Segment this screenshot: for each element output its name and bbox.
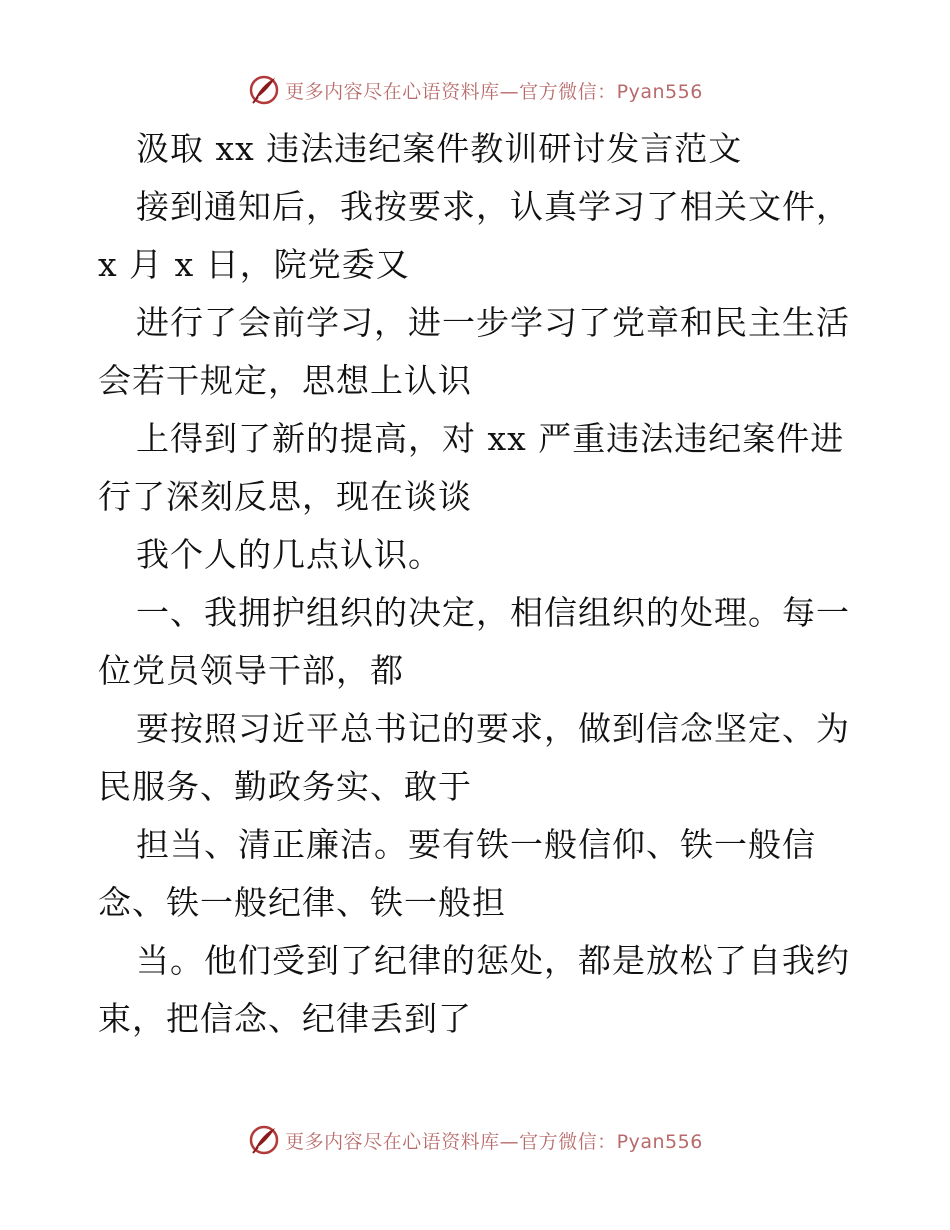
- text-line: 上得到了新的提高，对 xx 严重违法违纪案件进: [136, 419, 845, 458]
- text-line: x 月 x 日，院党委又: [98, 245, 410, 284]
- text-line: 当。他们受到了纪律的惩处，都是放松了自我约: [136, 941, 850, 980]
- text-line: 念、铁一般纪律、铁一般担: [98, 883, 506, 922]
- text-line: 接到通知后，我按要求，认真学习了相关文件，: [136, 187, 850, 226]
- text-line: 会若干规定，思想上认识: [98, 361, 472, 400]
- text-line: 要按照习近平总书记的要求，做到信念坚定、为: [136, 709, 850, 748]
- banner-text: 更多内容尽在心语资料库—官方微信：Pyan556: [285, 1130, 703, 1153]
- quill-pen-logo-icon: [247, 73, 281, 107]
- header-banner: [0, 70, 950, 110]
- text-line: 民服务、勤政务实、敢于: [98, 767, 472, 806]
- text-line: 位党员领导干部，都: [98, 651, 404, 690]
- document-title: 汲取 xx 违法违纪案件教训研讨发言范文: [136, 129, 743, 168]
- footer-banner: [0, 1120, 950, 1160]
- text-line: 一、我拥护组织的决定，相信组织的处理。每一: [136, 593, 850, 632]
- text-line: 我个人的几点认识。: [136, 535, 442, 574]
- text-line: 进行了会前学习，进一步学习了党章和民主生活: [136, 303, 850, 342]
- banner-text: 更多内容尽在心语资料库—官方微信：Pyan556: [285, 80, 703, 103]
- quill-pen-logo-icon: [247, 1123, 281, 1157]
- text-line: 担当、清正廉洁。要有铁一般信仰、铁一般信: [136, 825, 816, 864]
- text-line: 束，把信念、纪律丢到了: [98, 999, 472, 1038]
- document-body: [98, 120, 858, 1048]
- text-line: 行了深刻反思，现在谈谈: [98, 477, 472, 516]
